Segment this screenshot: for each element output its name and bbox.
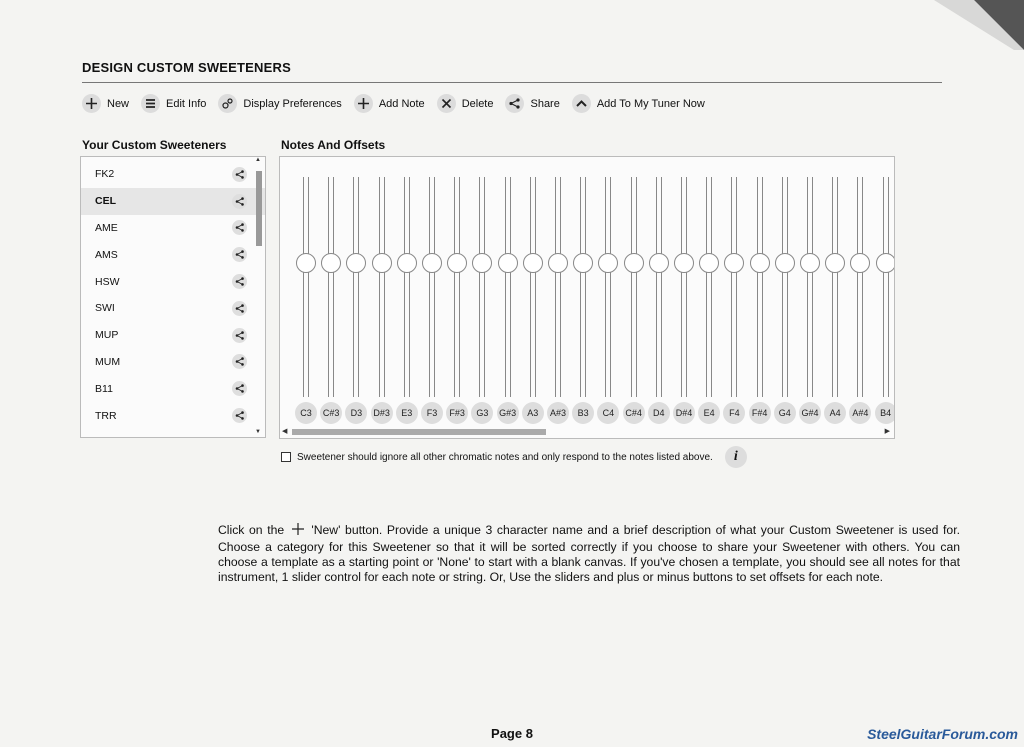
slider-track[interactable] <box>656 177 662 397</box>
sweetener-name: AMS <box>95 248 118 261</box>
slider-knob[interactable] <box>397 253 417 273</box>
note-offset-slider[interactable] <box>832 177 833 397</box>
note-label: E3 <box>396 402 418 424</box>
note-label: C#4 <box>623 402 645 424</box>
preferences-icon <box>218 94 237 113</box>
sweetener-name: B11 <box>95 382 113 395</box>
slider-knob[interactable] <box>422 253 442 273</box>
note-label: B3 <box>572 402 594 424</box>
slider-track[interactable] <box>328 177 334 397</box>
note-offset-slider[interactable] <box>883 177 884 397</box>
ignore-notes-checkbox[interactable] <box>281 452 291 462</box>
scroll-up-arrow-icon[interactable]: ▲ <box>255 157 261 163</box>
slider-track[interactable] <box>883 177 889 397</box>
notes-heading: Notes And Offsets <box>281 138 386 152</box>
share-icon[interactable] <box>232 274 247 289</box>
slider-track[interactable] <box>757 177 763 397</box>
instructions-body: 'New' button. Provide a unique 3 character name and a brief description of what your Custom Sweetener is used for. Choose a category for this Sweetener so that it will be sorted correctly if you choose to share your Sweetener with others. You can choose a template as a starting point or 'None' to start with a blank canvas. If you've chosen a template, you should see all notes for that instrument, 1 slider control for each note or string. Or, Use the sliders and plus or minus buttons to set offsets for each note. <box>218 523 960 584</box>
note-offset-slider[interactable] <box>681 177 682 397</box>
note-offset-slider[interactable] <box>505 177 506 397</box>
slider-knob[interactable] <box>750 253 770 273</box>
delete-button[interactable] <box>437 94 494 113</box>
instructions-lead: Click on the <box>218 523 285 537</box>
note-offset-slider[interactable] <box>379 177 380 397</box>
delete-label: Delete <box>461 97 494 110</box>
slider-knob[interactable] <box>296 253 316 273</box>
slider-track[interactable] <box>807 177 813 397</box>
slider-track[interactable] <box>479 177 485 397</box>
display-preferences-button[interactable] <box>218 94 341 113</box>
slider-knob[interactable] <box>498 253 518 273</box>
note-label: A4 <box>824 402 846 424</box>
note-label: F3 <box>421 402 443 424</box>
scroll-right-arrow-icon[interactable]: ▶ <box>884 428 890 435</box>
note-label: F#4 <box>749 402 771 424</box>
note-label: C#3 <box>320 402 342 424</box>
slider-knob[interactable] <box>800 253 820 273</box>
watermark: SteelGuitarForum.com <box>867 726 1018 742</box>
sweetener-item[interactable] <box>81 402 266 429</box>
note-label: C3 <box>295 402 317 424</box>
new-label: New <box>107 97 130 110</box>
note-offset-slider[interactable] <box>303 177 304 397</box>
slider-knob[interactable] <box>850 253 870 273</box>
note-offset-slider[interactable] <box>757 177 758 397</box>
slider-track[interactable] <box>706 177 712 397</box>
chevron-up-icon <box>572 94 591 113</box>
new-button[interactable] <box>82 94 129 113</box>
slider-knob[interactable] <box>876 253 895 273</box>
note-offset-slider[interactable] <box>328 177 329 397</box>
page-corner-shadow <box>934 0 1024 50</box>
slider-track[interactable] <box>605 177 611 397</box>
toolbar <box>82 94 717 113</box>
slider-knob[interactable] <box>649 253 669 273</box>
note-offset-slider[interactable] <box>631 177 632 397</box>
plus-icon <box>354 94 373 113</box>
add-to-tuner-button[interactable] <box>572 94 705 113</box>
note-label: G#3 <box>497 402 519 424</box>
share-button[interactable] <box>505 94 559 113</box>
ignore-notes-option[interactable] <box>281 446 747 468</box>
sweetener-name: MUM <box>95 355 121 368</box>
note-label: A#3 <box>547 402 569 424</box>
note-offset-slider[interactable] <box>605 177 606 397</box>
note-label: G3 <box>471 402 493 424</box>
slider-track[interactable] <box>631 177 637 397</box>
page-number: Page 8 <box>491 726 533 741</box>
slider-knob[interactable] <box>447 253 467 273</box>
share-icon[interactable] <box>232 381 247 396</box>
sweetener-name: AME <box>95 221 118 234</box>
slider-track[interactable] <box>505 177 511 397</box>
note-label: A3 <box>522 402 544 424</box>
share-icon[interactable] <box>232 408 247 423</box>
slider-track[interactable] <box>379 177 385 397</box>
add-note-button[interactable] <box>354 94 425 113</box>
share-icon[interactable] <box>232 220 247 235</box>
note-offset-slider[interactable] <box>782 177 783 397</box>
note-offset-slider[interactable] <box>807 177 808 397</box>
note-offset-slider[interactable] <box>530 177 531 397</box>
slider-track[interactable] <box>454 177 460 397</box>
menu-icon <box>141 94 160 113</box>
note-label: G4 <box>774 402 796 424</box>
note-offset-slider[interactable] <box>857 177 858 397</box>
list-scrollbar-thumb[interactable] <box>256 171 262 246</box>
sweetener-name: FK2 <box>95 168 115 181</box>
edit-info-button[interactable] <box>141 94 206 113</box>
note-label: C4 <box>597 402 619 424</box>
sweeteners-heading: Your Custom Sweeteners <box>82 138 227 152</box>
add-to-tuner-label: Add To My Tuner Now <box>596 97 705 110</box>
share-icon <box>505 94 524 113</box>
note-offset-slider[interactable] <box>555 177 556 397</box>
share-icon[interactable] <box>232 247 247 262</box>
share-icon[interactable] <box>232 194 247 209</box>
share-icon[interactable] <box>232 354 247 369</box>
slider-knob[interactable] <box>724 253 744 273</box>
slider-knob[interactable] <box>346 253 366 273</box>
display-preferences-label: Display Preferences <box>243 97 342 110</box>
note-offset-slider[interactable] <box>454 177 455 397</box>
note-label: D#4 <box>673 402 695 424</box>
page-title: DESIGN CUSTOM SWEETENERS <box>82 60 291 75</box>
note-label: D4 <box>648 402 670 424</box>
notes-scrollbar[interactable] <box>282 428 890 436</box>
note-label: D#3 <box>371 402 393 424</box>
slider-knob[interactable] <box>523 253 543 273</box>
sweetener-item[interactable] <box>81 375 266 402</box>
close-icon <box>437 94 456 113</box>
scroll-down-arrow-icon[interactable]: ▼ <box>255 429 261 435</box>
slider-knob[interactable] <box>573 253 593 273</box>
slider-knob[interactable] <box>674 253 694 273</box>
note-offset-slider[interactable] <box>731 177 732 397</box>
add-note-label: Add Note <box>378 97 425 110</box>
slider-knob[interactable] <box>598 253 618 273</box>
list-scrollbar[interactable] <box>255 157 263 435</box>
slider-track[interactable] <box>681 177 687 397</box>
slider-track[interactable] <box>731 177 737 397</box>
note-label: E4 <box>698 402 720 424</box>
note-offset-slider[interactable] <box>706 177 707 397</box>
slider-knob[interactable] <box>624 253 644 273</box>
slider-track[interactable] <box>530 177 536 397</box>
sweetener-item[interactable] <box>81 215 266 242</box>
slider-track[interactable] <box>782 177 788 397</box>
notes-slider-panel <box>279 156 895 439</box>
plus-icon <box>291 522 305 540</box>
sweetener-name: CEL <box>95 195 116 208</box>
note-offset-slider[interactable] <box>656 177 657 397</box>
notes-scrollbar-thumb[interactable] <box>292 429 546 435</box>
note-offset-slider[interactable] <box>429 177 430 397</box>
sweetener-name: HSW <box>95 275 120 288</box>
sweetener-item[interactable] <box>81 295 266 322</box>
note-offset-slider[interactable] <box>479 177 480 397</box>
sweetener-name: TRR <box>95 409 117 422</box>
note-label: F4 <box>723 402 745 424</box>
slider-knob[interactable] <box>548 253 568 273</box>
share-icon[interactable] <box>232 167 247 182</box>
slider-track[interactable] <box>832 177 838 397</box>
slider-track[interactable] <box>303 177 309 397</box>
slider-knob[interactable] <box>699 253 719 273</box>
sweetener-item[interactable] <box>81 161 266 188</box>
slider-track[interactable] <box>857 177 863 397</box>
note-label: D3 <box>345 402 367 424</box>
sweetener-item[interactable] <box>81 349 266 376</box>
sweetener-item[interactable] <box>81 188 266 215</box>
edit-info-label: Edit Info <box>166 97 207 110</box>
slider-track[interactable] <box>429 177 435 397</box>
slider-knob[interactable] <box>472 253 492 273</box>
slider-track[interactable] <box>353 177 359 397</box>
info-icon[interactable]: i <box>725 446 747 468</box>
note-label: G#4 <box>799 402 821 424</box>
sweetener-item[interactable] <box>81 322 266 349</box>
scroll-left-arrow-icon[interactable]: ◀ <box>282 428 288 435</box>
note-label: F#3 <box>446 402 468 424</box>
slider-track[interactable] <box>404 177 410 397</box>
sweetener-name: SWI <box>95 302 115 315</box>
share-label: Share <box>530 97 560 110</box>
slider-knob[interactable] <box>825 253 845 273</box>
slider-track[interactable] <box>580 177 586 397</box>
ignore-notes-label: Sweetener should ignore all other chromatic notes and only respond to the notes listed above. <box>297 451 713 463</box>
instructions-paragraph <box>218 522 960 585</box>
sweetener-item[interactable] <box>81 268 266 295</box>
note-offset-slider[interactable] <box>353 177 354 397</box>
slider-knob[interactable] <box>775 253 795 273</box>
sweetener-item[interactable] <box>81 241 266 268</box>
slider-knob[interactable] <box>321 253 341 273</box>
title-divider <box>82 82 942 83</box>
note-label: B4 <box>875 402 895 424</box>
slider-track[interactable] <box>555 177 561 397</box>
sweetener-name: MUP <box>95 329 119 342</box>
note-label: A#4 <box>849 402 871 424</box>
note-offset-slider[interactable] <box>404 177 405 397</box>
slider-knob[interactable] <box>372 253 392 273</box>
share-icon[interactable] <box>232 301 247 316</box>
sweetener-list[interactable] <box>80 156 266 438</box>
note-offset-slider[interactable] <box>580 177 581 397</box>
plus-icon <box>82 94 101 113</box>
share-icon[interactable] <box>232 328 247 343</box>
